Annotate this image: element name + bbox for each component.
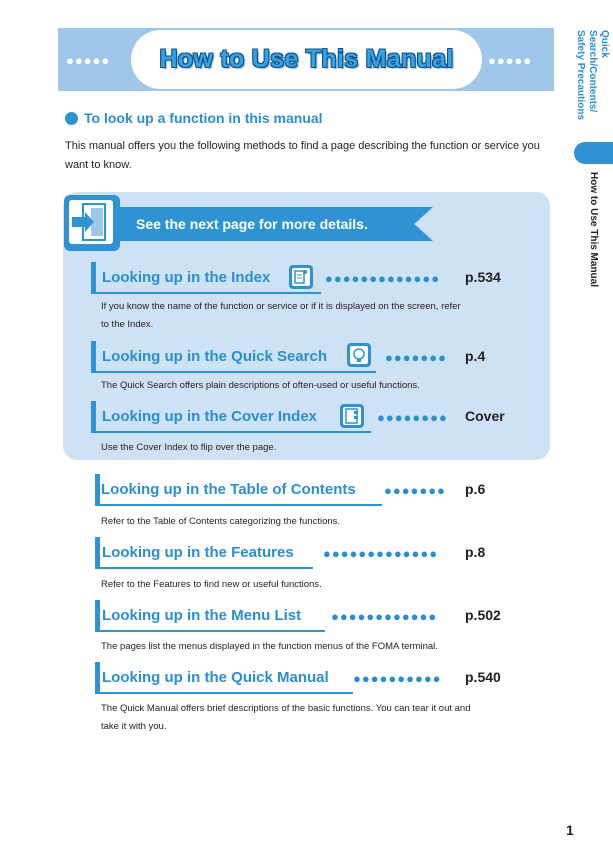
intro-text: This manual offers you the following methods to find a page describing the function or service you want to know. (65, 140, 540, 171)
leader-dots: ●●●●●●●●●●●● (331, 609, 438, 624)
page-ref-cover-index[interactable]: Cover (465, 408, 505, 424)
details-ribbon-text: See the next page for more details. (136, 216, 368, 232)
page-ref-menu-list[interactable]: p.502 (465, 607, 501, 623)
leader-dots: ●●●●●●● (385, 350, 447, 365)
page-number: 1 (566, 822, 574, 838)
page-ref-features[interactable]: p.8 (465, 544, 486, 560)
leader-dots: ●●●●●●● (384, 483, 446, 498)
leader-dots: ●●●●●●●●●● (353, 671, 442, 686)
page-title: How to Use This Manual (159, 45, 454, 73)
lightbulb-icon (347, 343, 371, 367)
entry-underline (91, 431, 371, 433)
entry-underline (91, 292, 321, 294)
entry-title-index[interactable]: Looking up in the Index (102, 269, 271, 286)
entry-underline (95, 630, 325, 632)
banner-dots-right: ●●●●● (488, 53, 533, 68)
leader-dots: ●●●●●●●●●●●●● (325, 271, 441, 286)
entry-title-menu-list[interactable]: Looking up in the Menu List (102, 607, 302, 624)
entry-title-quick-manual[interactable]: Looking up in the Quick Manual (102, 669, 329, 686)
entry-desc-features: Refer to the Features to find new or useful functions. (101, 579, 322, 590)
entry-underline (95, 692, 353, 694)
entry-underline (95, 567, 313, 569)
page-ref-table-of-contents[interactable]: p.6 (465, 481, 486, 497)
entry-desc-cover-index: Use the Cover Index to flip over the page. (101, 442, 277, 453)
entry-accent-bar (91, 341, 96, 373)
entry-accent-bar (95, 662, 100, 694)
index-book-icon (289, 265, 313, 289)
page-ref-quick-search[interactable]: p.4 (465, 348, 486, 364)
section-heading: To look up a function in this manual (84, 110, 323, 126)
side-tab-section[interactable] (575, 30, 613, 140)
entry-accent-bar (91, 401, 96, 433)
cover-index-icon (340, 404, 364, 428)
page-turn-icon-inner (69, 200, 113, 244)
entry-underline (95, 504, 382, 506)
entry-title-features[interactable]: Looking up in the Features (102, 544, 294, 561)
entry-accent-bar (91, 262, 96, 294)
side-tab-current[interactable] (580, 172, 610, 312)
entry-title-quick-search[interactable]: Looking up in the Quick Search (102, 348, 328, 365)
entry-desc-menu-list: The pages list the menus displayed in the function menus of the FOMA terminal. (101, 641, 438, 652)
side-tab-section-label: Quick Search/Contents/ Safety Precautions (575, 30, 610, 121)
entry-desc-table-of-contents: Refer to the Table of Contents categorizing the functions. (101, 516, 341, 527)
leader-dots: ●●●●●●●● (377, 410, 448, 425)
entry-title-cover-index[interactable]: Looking up in the Cover Index (102, 408, 318, 425)
entry-accent-bar (95, 537, 100, 569)
entry-accent-bar (95, 474, 100, 506)
side-tab-marker (574, 142, 613, 164)
entry-desc-quick-manual: The Quick Manual offers brief descriptions of the basic functions. You can tear it out and take it with you. (101, 703, 471, 732)
section-bullet-icon (65, 112, 78, 125)
page-ref-quick-manual[interactable]: p.540 (465, 669, 501, 685)
entry-title-table-of-contents[interactable]: Looking up in the Table of Contents (101, 481, 356, 498)
entry-accent-bar (95, 600, 100, 632)
entry-desc-quick-search: The Quick Search offers plain descriptions of often-used or useful functions. (101, 380, 420, 391)
banner-dots-left: ●●●●● (66, 53, 111, 68)
leader-dots: ●●●●●●●●●●●●● (323, 546, 439, 561)
entry-underline (91, 371, 376, 373)
side-tab-current-label: How to Use This Manual (588, 172, 599, 288)
page-ref-index[interactable]: p.534 (465, 269, 501, 285)
entry-desc-index: If you know the name of the function or service or if it is displayed on the screen, refer to the Index. (101, 301, 461, 330)
